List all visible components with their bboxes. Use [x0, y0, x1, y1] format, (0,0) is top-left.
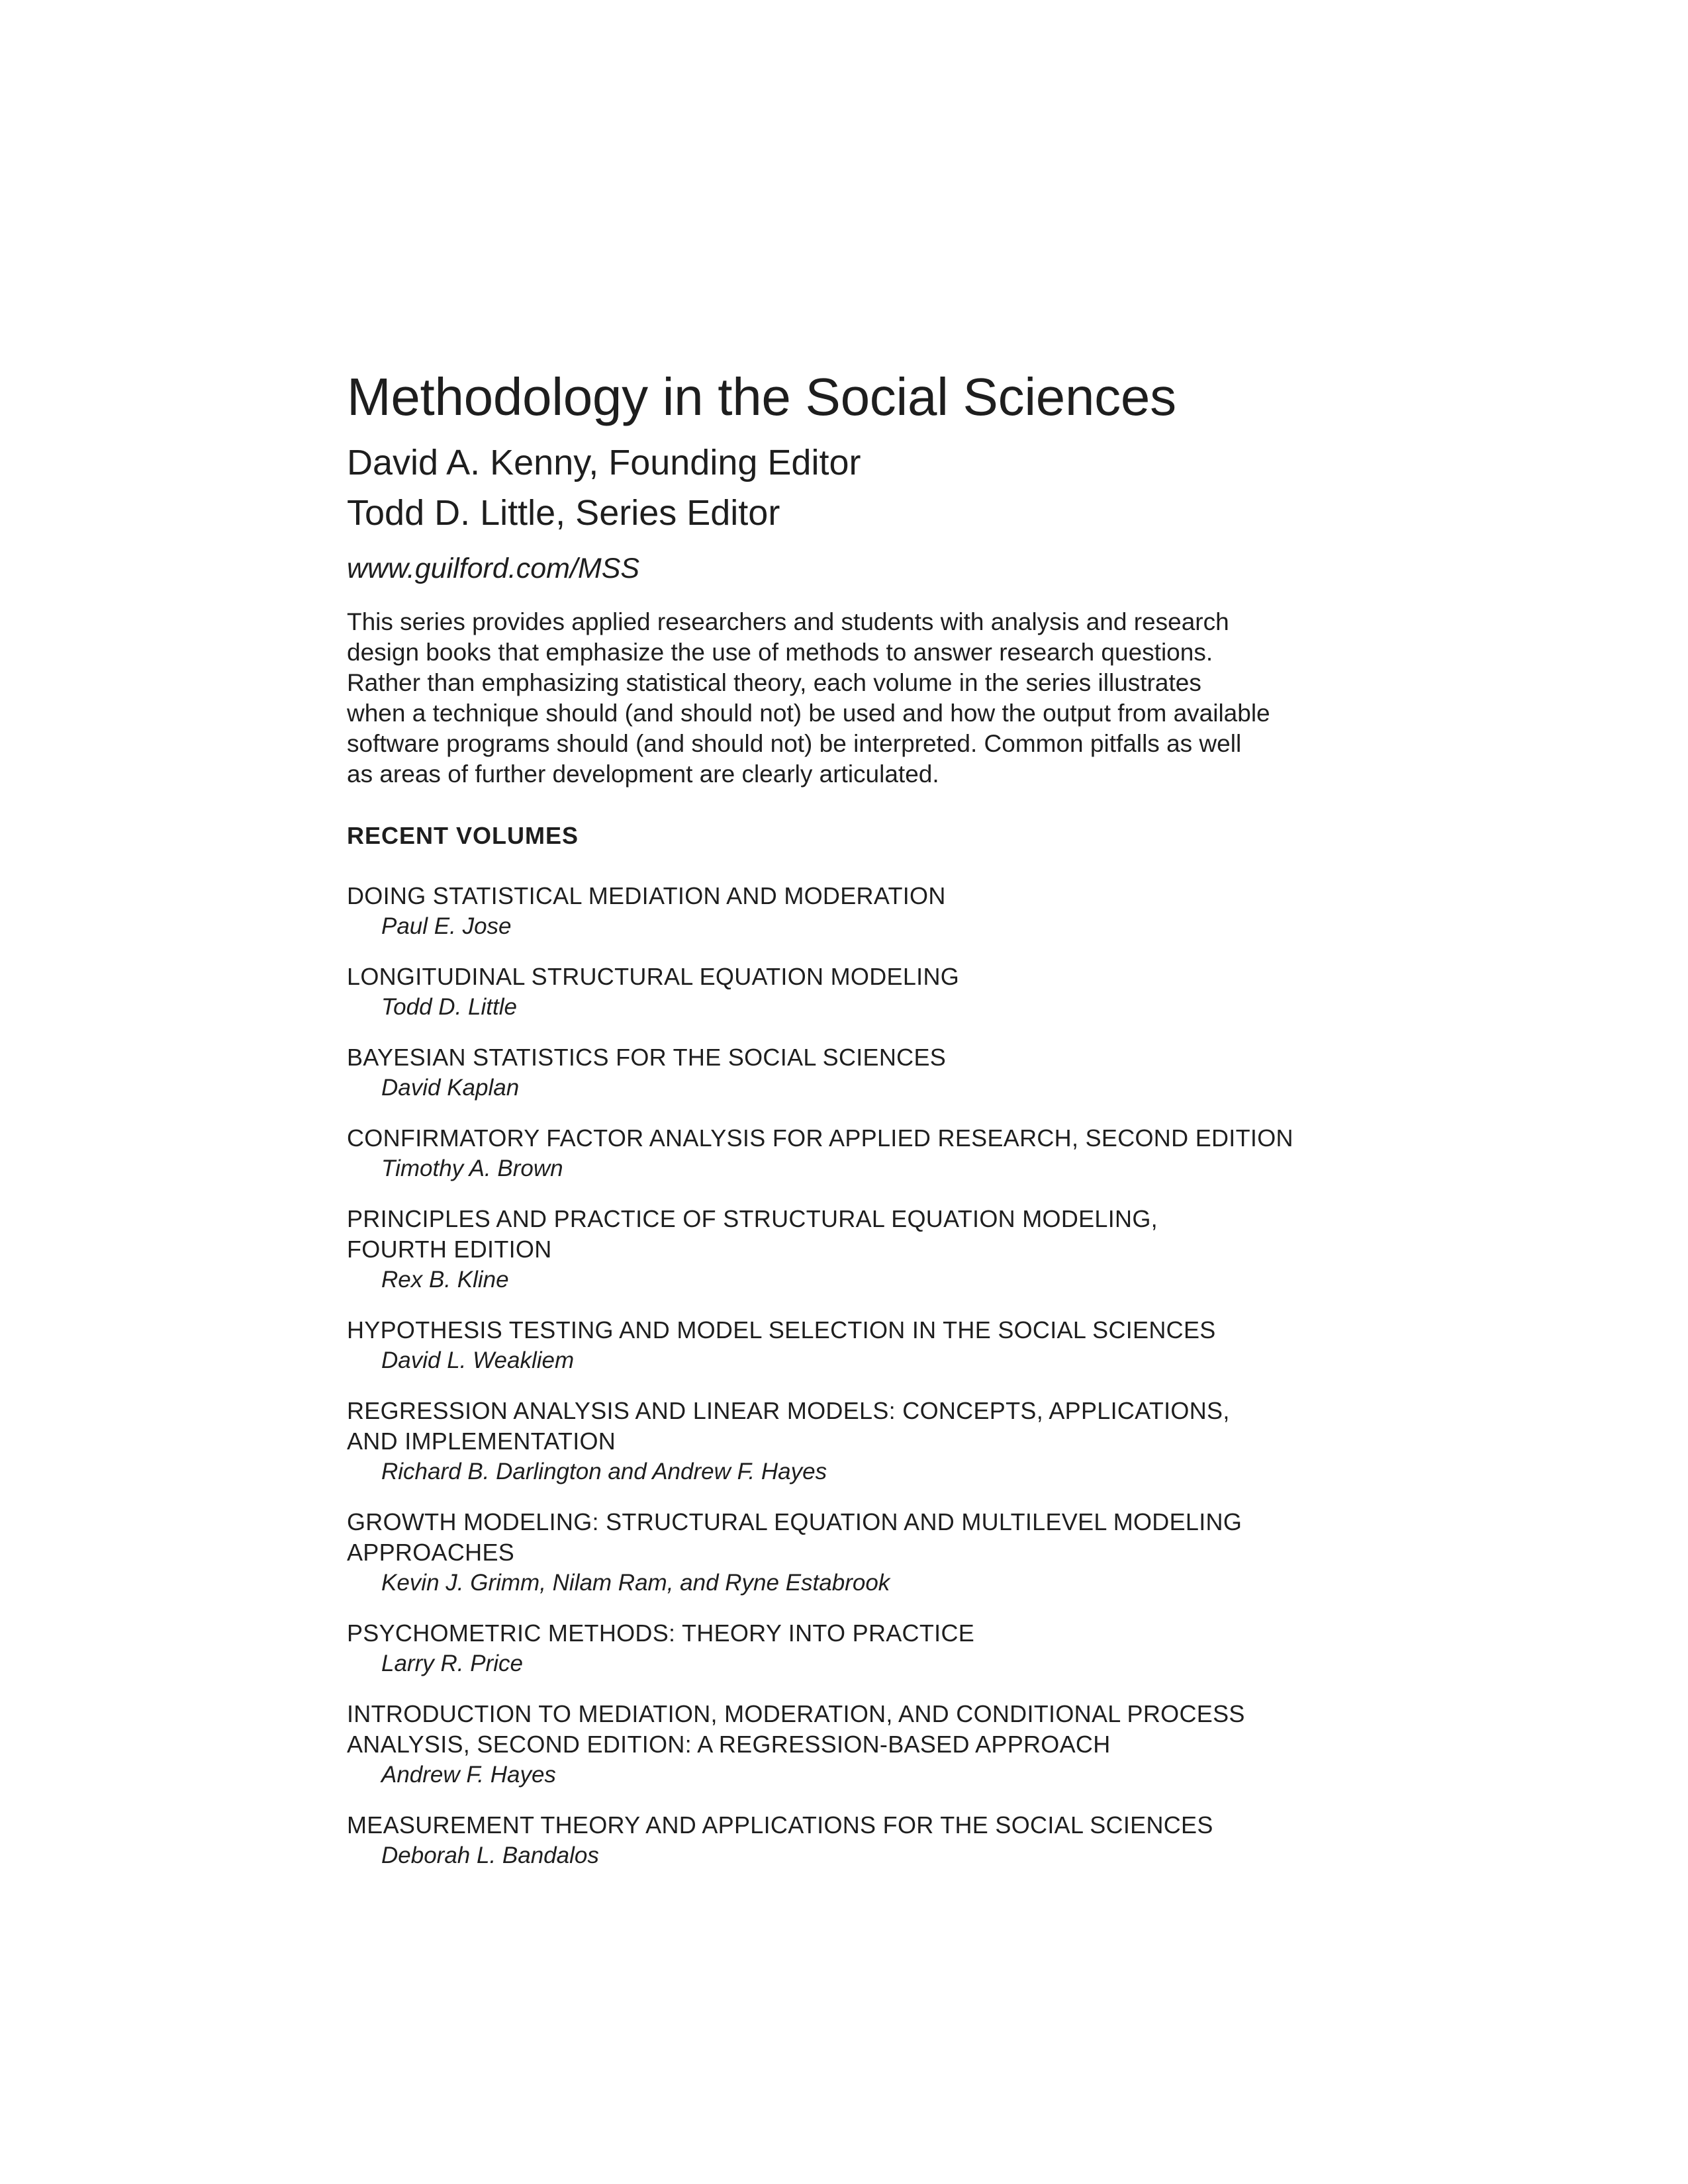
volume-title-line: MEASUREMENT THEORY AND APPLICATIONS FOR THE SOCIAL SCIENCES: [347, 1811, 1213, 1839]
volume-title: [347, 962, 1353, 992]
volume-author: Paul E. Jose: [381, 913, 512, 939]
volume-list: [347, 881, 1353, 1871]
volume-author: Rex B. Kline: [381, 1267, 509, 1293]
volume-item: [347, 1396, 1353, 1487]
volume-title: [347, 881, 1353, 911]
description-line: This series provides applied researchers and students with analysis and research: [347, 608, 1229, 635]
description-line: software programs should (and should not) be interpreted. Common pitfalls as well: [347, 730, 1242, 757]
volume-title-line: INTRODUCTION TO MEDIATION, MODERATION, AND CONDITIONAL PROCESS: [347, 1700, 1245, 1727]
description-line: when a technique should (and should not) be used and how the output from available: [347, 700, 1270, 727]
volume-item: [347, 1204, 1353, 1295]
volume-title: [347, 1123, 1353, 1154]
volume-title: [347, 1204, 1353, 1265]
volume-item: [347, 1810, 1353, 1871]
volume-item: [347, 881, 1353, 942]
volume-item: [347, 1315, 1353, 1376]
volume-title-line: REGRESSION ANALYSIS AND LINEAR MODELS: CONCEPTS, APPLICATIONS,: [347, 1397, 1230, 1424]
volume-title-line: HYPOTHESIS TESTING AND MODEL SELECTION IN THE SOCIAL SCIENCES: [347, 1316, 1216, 1343]
volume-title: [347, 1810, 1353, 1841]
volume-item: [347, 1699, 1353, 1790]
founding-editor: David A. Kenny, Founding Editor: [347, 443, 861, 482]
volume-author: Timothy A. Brown: [381, 1156, 563, 1181]
volume-author: Deborah L. Bandalos: [381, 1843, 599, 1868]
volume-title-line: PRINCIPLES AND PRACTICE OF STRUCTURAL EQUATION MODELING,: [347, 1205, 1158, 1232]
series-editor: Todd D. Little, Series Editor: [347, 493, 780, 533]
series-title: Methodology in the Social Sciences: [347, 367, 1176, 426]
volume-title-line: GROWTH MODELING: STRUCTURAL EQUATION AND MULTILEVEL MODELING: [347, 1508, 1243, 1535]
volume-title-line: BAYESIAN STATISTICS FOR THE SOCIAL SCIENCES: [347, 1044, 947, 1071]
volume-title-line: PSYCHOMETRIC METHODS: THEORY INTO PRACTICE: [347, 1619, 975, 1647]
volume-title: [347, 1507, 1353, 1568]
volume-title: [347, 1699, 1353, 1760]
volume-title-line: APPROACHES: [347, 1539, 515, 1566]
volume-item: [347, 1618, 1353, 1679]
volume-title: [347, 1315, 1353, 1345]
volume-author: Richard B. Darlington and Andrew F. Hayes: [381, 1459, 827, 1484]
volume-title: [347, 1618, 1353, 1649]
series-description: [347, 607, 1353, 790]
volume-item: [347, 1042, 1353, 1103]
page-content: [347, 367, 1353, 1891]
volume-author: Andrew F. Hayes: [381, 1762, 556, 1788]
volume-author: David L. Weakliem: [381, 1347, 575, 1373]
description-line: as areas of further development are clearly articulated.: [347, 760, 939, 788]
volume-title-line: CONFIRMATORY FACTOR ANALYSIS FOR APPLIED RESEARCH, SECOND EDITION: [347, 1124, 1293, 1152]
volume-author: David Kaplan: [381, 1075, 520, 1101]
volume-author: Larry R. Price: [381, 1651, 523, 1676]
volume-title-line: LONGITUDINAL STRUCTURAL EQUATION MODELING: [347, 963, 960, 990]
volume-author: Kevin J. Grimm, Nilam Ram, and Ryne Estabrook: [381, 1570, 890, 1596]
description-line: Rather than emphasizing statistical theory, each volume in the series illustrates: [347, 669, 1201, 696]
recent-volumes-heading: RECENT VOLUMES: [347, 822, 579, 849]
volume-title-line: DOING STATISTICAL MEDIATION AND MODERATION: [347, 882, 946, 909]
volume-item: [347, 1507, 1353, 1598]
volume-title-line: FOURTH EDITION: [347, 1236, 552, 1263]
volume-author: Todd D. Little: [381, 994, 517, 1020]
description-line: design books that emphasize the use of methods to answer research questions.: [347, 639, 1213, 666]
volume-title: [347, 1396, 1353, 1457]
volume-title-line: ANALYSIS, SECOND EDITION: A REGRESSION-BASED APPROACH: [347, 1731, 1111, 1758]
volume-item: [347, 962, 1353, 1023]
volume-title: [347, 1042, 1353, 1073]
volume-item: [347, 1123, 1353, 1184]
volume-title-line: AND IMPLEMENTATION: [347, 1428, 616, 1455]
series-website-link[interactable]: www.guilford.com/MSS: [347, 553, 640, 584]
